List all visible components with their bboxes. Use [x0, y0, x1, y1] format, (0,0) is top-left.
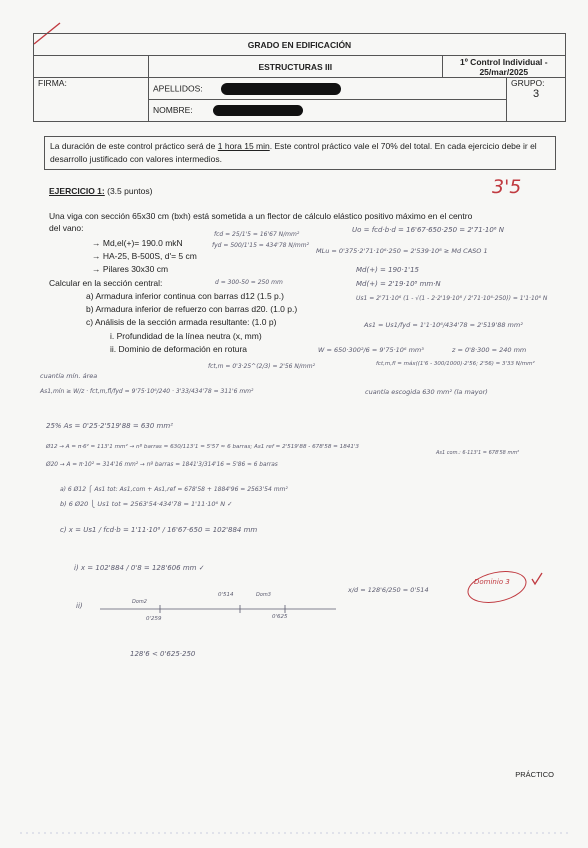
domain-circle-mark	[465, 566, 530, 608]
handwritten-line: Ø12 → A = π·6² = 113'1 mm² → nº barras = 630/113'1 = 5'57 ≈ 6 barras; As1 ref = 2'519'88 - 678'58 = 1841'3	[46, 444, 359, 450]
handwritten-line: cuantía escogida 630 mm² (la mayor)	[365, 388, 488, 396]
firma-label: FIRMA:	[38, 78, 67, 88]
data-item: → Pilares 30x30 cm	[92, 264, 169, 274]
handwritten-line: As1,mín ≥ W/z · fct,m,fl/fyd = 9'75·10⁶/240 · 3'33/434'78 = 311'6 mm²	[40, 388, 254, 395]
statement-line-2: del vano:	[49, 223, 84, 233]
handwritten-line: 128'6 < 0'625·250	[130, 650, 196, 658]
task-item: a) Armadura inferior continua con barras d12 (1.5 p.)	[86, 291, 284, 301]
diagram-label: Dom2	[132, 599, 147, 605]
handwritten-line: d = 300-50 = 250 mm	[215, 279, 283, 286]
statement-line-1: Una viga con sección 65x30 cm (bxh) está sometida a un flector de cálculo elástico positivo máximo en el centro	[49, 211, 473, 221]
exercise-title: EJERCICIO 1:	[49, 186, 105, 196]
handwritten-line: As1 = Us1/fyd = 1'1·10⁶/434'78 = 2'519'88 mm²	[364, 321, 523, 329]
redacted-name	[213, 105, 303, 116]
task-item: c) Análisis de la sección armada resultante: (1.0 p)	[86, 317, 277, 327]
handwritten-line: Md(+) = 2'19·10⁸ mm·N	[356, 280, 441, 288]
course-title: ESTRUCTURAS III	[149, 56, 443, 78]
diagram-label: 0'514	[218, 592, 234, 598]
handwritten-line: Us1 = 2'71·10⁶ (1 - √(1 - 2·2'19·10⁸ / 2'71·10⁶·250)) = 1'1·10⁶ N	[356, 295, 548, 302]
diagram-label: Dom3	[256, 592, 271, 598]
handwritten-line: b) 6 Ø20 ⎩ Us1 tot = 2563'54·434'78 = 1'11·10⁶ N ✓	[60, 500, 233, 508]
data-item: → Md,el(+)= 190.0 mkN	[92, 238, 183, 248]
notice-text-2: . Este control práctico vale el 70% del total. En cada ejercicio debe ir el desarrollo justificado con valores intermedios.	[50, 141, 537, 164]
handwritten-line: Md(+) = 190·1'15	[356, 266, 419, 274]
handwritten-line: Ø20 → A = π·10² = 314'16 mm² → nº barras = 1841'3/314'16 = 5'86 ≈ 6 barras	[46, 462, 278, 468]
exam-header-table	[33, 33, 566, 122]
grupo-value: 3	[532, 88, 540, 100]
instructions-box	[44, 136, 556, 170]
subtask-item: ii. Dominio de deformación en rotura	[110, 344, 248, 354]
exercise-points: (3.5 puntos)	[104, 186, 153, 196]
apellidos-label: APELLIDOS:	[153, 82, 203, 93]
handwritten-line: x/d = 128'6/250 = 0'514	[348, 586, 429, 594]
handwritten-line: MLu = 0'375·2'71·10⁶·250 = 2'539·10⁸ ≥ Md CASO 1	[316, 247, 488, 255]
handwritten-line: W = 650·300²/6 = 9'75·10⁶ mm³	[318, 346, 424, 354]
calc-label: Calcular en la sección central:	[49, 278, 163, 288]
handwritten-line: a) 6 Ø12 ⎧ As1 tot: As1,com + As1,ref = 678'58 + 1884'96 = 2563'54 mm²	[60, 486, 288, 493]
bottom-ruler	[20, 828, 570, 838]
handwritten-line: fyd = 500/1'15 = 434'78 N/mm²	[212, 242, 309, 249]
diagram-label: 0'625	[272, 614, 288, 620]
handwritten-line: z = 0'8·300 = 240 mm	[452, 346, 527, 354]
handwritten-line: ii)	[76, 602, 83, 610]
task-item: b) Armadura inferior de refuerzo con barras d20. (1.0 p.)	[86, 304, 298, 314]
footer-label: PRÁCTICO	[515, 770, 554, 779]
handwritten-line: Uo = fcd·b·d = 16'67·650·250 = 2'71·10⁶ N	[352, 226, 505, 234]
handwritten-line: fcd = 25/1'5 = 16'67 N/mm²	[214, 231, 300, 238]
degree-title: GRADO EN EDIFICACIÓN	[34, 34, 566, 56]
handwritten-line: fct,m,fl = máx((1'6 - 300/1000)·2'56; 2'56) = 3'33 N/mm²	[376, 361, 535, 367]
subtask-item: i. Profundidad de la línea neutra (x, mm)	[110, 331, 262, 341]
nombre-label: NOMBRE:	[153, 104, 193, 115]
handwritten-line: c) x = Us1 / fcd·b = 1'11·10⁶ / 16'67·650 = 102'884 mm	[60, 526, 258, 534]
check-mark-icon	[530, 572, 544, 586]
grupo-label: GRUPO:	[511, 78, 545, 88]
exam-title: 1º Control Individual - 25/mar/2025	[442, 56, 565, 78]
domain-answer: Dominio 3	[474, 578, 510, 586]
handwritten-line: As1 com.: 6·113'1 = 678'58 mm²	[436, 450, 520, 456]
data-item: → HA-25, B-500S, d'= 5 cm	[92, 251, 197, 261]
handwritten-line: fct,m = 0'3·25^(2/3) = 2'56 N/mm²	[208, 363, 316, 370]
notice-text: La duración de este control práctico será de	[50, 141, 218, 151]
diagram-label: 0'259	[146, 616, 162, 622]
handwritten-line: i) x = 102'884 / 0'8 = 128'606 mm ✓	[74, 564, 205, 572]
redacted-surname	[221, 83, 341, 95]
handwritten-line: 25% As = 0'25·2'519'88 = 630 mm²	[46, 422, 173, 430]
notice-duration: 1 hora 15 min	[217, 141, 270, 151]
score-mark: 3'5	[492, 176, 522, 198]
handwritten-line: cuantía mín. área	[40, 372, 98, 380]
